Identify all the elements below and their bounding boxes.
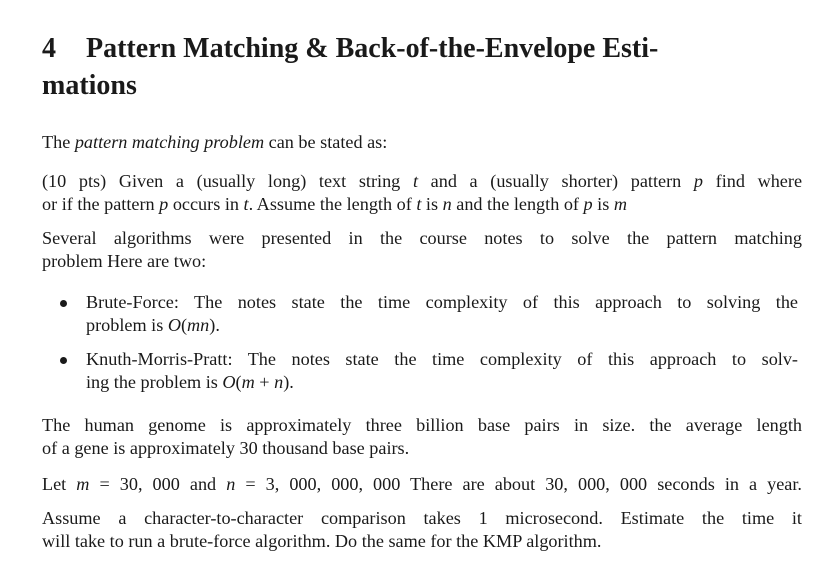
paren: ( <box>235 372 242 392</box>
intro-emphasis: pattern matching problem <box>74 132 265 152</box>
kmp-line1: Knuth-Morris-Pratt: The notes state the time complexity of this approach to solv- <box>86 349 798 369</box>
bullet-dot-icon <box>60 300 67 307</box>
algorithms-paragraph <box>42 227 802 273</box>
values-paragraph <box>42 473 802 496</box>
problem-text: (10 pts) Given a (usually long) text string <box>42 171 413 191</box>
var-n: n <box>226 474 236 494</box>
genome-line2: of a gene is approximately 30 thousand base pairs. <box>42 438 410 458</box>
var-m: m <box>76 474 90 494</box>
var-t: t <box>412 171 418 191</box>
intro-text-end: can be stated as: <box>264 132 388 152</box>
section-title-line1: Pattern Matching & Back-of-the-Envelope Esti- <box>86 33 659 64</box>
intro-text: The <box>42 132 75 152</box>
kmp-text: ing the problem is <box>86 372 223 392</box>
problem-text: is <box>592 194 614 214</box>
problem-text: . Assume the length of <box>248 194 417 214</box>
values-text: = 3, 000, 000, 000 There are about 30, 000, 000 seconds in a year. <box>235 474 802 494</box>
plus: + <box>254 372 275 392</box>
problem-text: occurs in <box>168 194 244 214</box>
problem-text: or if the pattern <box>42 194 160 214</box>
genome-paragraph <box>42 414 802 460</box>
algorithms-line1: Several algorithms were presented in the course notes to solve the pattern matching <box>42 228 802 248</box>
var-m: m <box>241 372 255 392</box>
var-m: m <box>613 194 627 214</box>
brute-force-line1: Brute-Force: The notes state the time complexity of this approach to solving the <box>86 292 798 312</box>
genome-line1: The human genome is approximately three billion base pairs in size. the average length <box>42 415 802 435</box>
var-p: p <box>693 171 703 191</box>
problem-text: find where <box>702 171 803 191</box>
var-mn: mn <box>187 315 210 335</box>
var-t: t <box>416 194 422 214</box>
brute-force-text: problem is <box>86 315 168 335</box>
bullet-dot-icon <box>60 357 67 364</box>
var-n: n <box>442 194 452 214</box>
var-n: n <box>274 372 284 392</box>
var-p: p <box>159 194 169 214</box>
paren: ( <box>180 315 188 335</box>
task-paragraph <box>42 507 802 553</box>
problem-text: is <box>421 194 443 214</box>
problem-text: and a (usually shorter) pattern <box>418 171 694 191</box>
section-heading <box>42 30 802 104</box>
problem-text: and the length of <box>451 194 584 214</box>
big-o: O <box>167 315 181 335</box>
intro-paragraph <box>42 131 802 154</box>
problem-statement <box>42 170 802 216</box>
big-o: O <box>222 372 236 392</box>
paren-close: ). <box>209 315 220 335</box>
task-line1: Assume a character-to-character comparison takes 1 microsecond. Estimate the time it <box>42 508 802 528</box>
var-t: t <box>243 194 249 214</box>
values-text: Let <box>42 474 77 494</box>
values-text: = 30, 000 and <box>89 474 227 494</box>
algorithms-line2: problem Here are two: <box>42 251 207 271</box>
section-title-line2: mations <box>42 70 137 101</box>
paren-close: ). <box>283 372 294 392</box>
section-number: 4 <box>42 33 56 64</box>
var-p: p <box>583 194 593 214</box>
task-line2: will take to run a brute-force algorithm. Do the same for the KMP algorithm. <box>42 531 602 551</box>
